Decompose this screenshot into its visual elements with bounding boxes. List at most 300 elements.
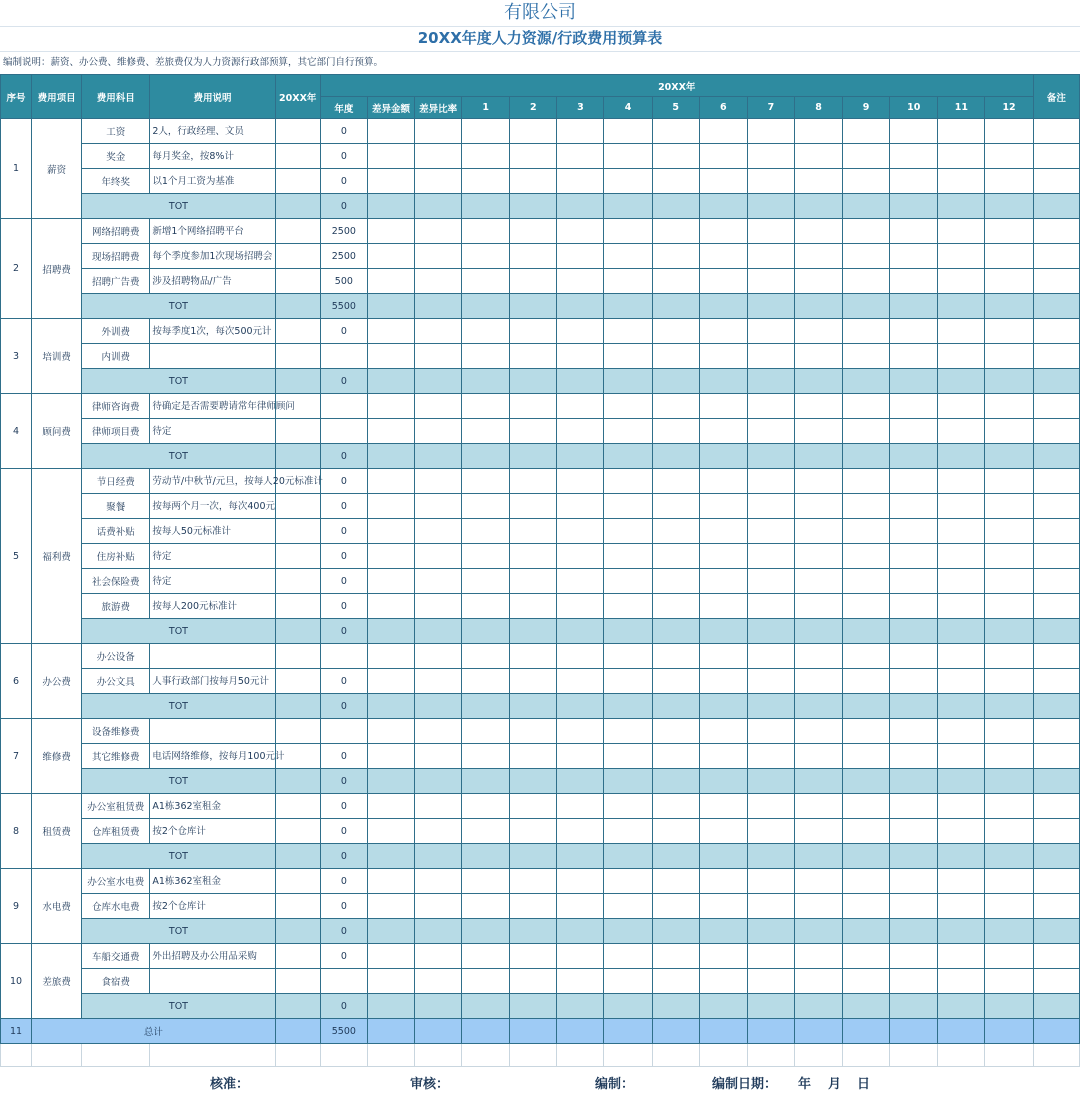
data-cell[interactable] [604, 894, 652, 919]
data-cell[interactable] [699, 644, 747, 669]
data-cell[interactable] [557, 969, 604, 994]
data-cell[interactable] [1033, 969, 1079, 994]
annual-cell[interactable]: 2500 [320, 244, 367, 269]
data-cell[interactable] [938, 369, 985, 394]
data-cell[interactable] [843, 719, 890, 744]
data-cell[interactable] [557, 744, 604, 769]
desc-cell[interactable]: 劳动节/中秋节/元旦，按每人20元标准计 [150, 469, 275, 494]
data-cell[interactable] [604, 594, 652, 619]
data-cell[interactable] [604, 794, 652, 819]
subtotal-value[interactable]: 0 [320, 369, 367, 394]
data-cell[interactable] [415, 644, 462, 669]
data-cell[interactable] [510, 144, 557, 169]
data-cell[interactable] [747, 344, 794, 369]
data-cell[interactable] [890, 669, 938, 694]
desc-cell[interactable]: 待定 [150, 544, 275, 569]
data-cell[interactable] [415, 144, 462, 169]
data-cell[interactable] [938, 144, 985, 169]
data-cell[interactable] [985, 844, 1033, 869]
desc-cell[interactable]: 电话网络维修，按每月100元计 [150, 744, 275, 769]
data-cell[interactable] [890, 1019, 938, 1044]
data-cell[interactable] [938, 494, 985, 519]
data-cell[interactable] [843, 419, 890, 444]
data-cell[interactable] [843, 219, 890, 244]
data-cell[interactable] [510, 494, 557, 519]
data-cell[interactable] [652, 669, 699, 694]
data-cell[interactable] [510, 319, 557, 344]
data-cell[interactable] [604, 444, 652, 469]
data-cell[interactable] [367, 419, 414, 444]
data-cell[interactable] [367, 519, 414, 544]
data-cell[interactable] [843, 319, 890, 344]
desc-cell[interactable]: 按2个仓库计 [150, 894, 275, 919]
grand-total-label[interactable]: 总计 [32, 1019, 276, 1044]
data-cell[interactable] [890, 694, 938, 719]
data-cell[interactable] [462, 469, 510, 494]
data-cell[interactable] [985, 419, 1033, 444]
subject-cell[interactable]: 仓库水电费 [82, 894, 150, 919]
data-cell[interactable] [985, 894, 1033, 919]
seq-cell[interactable]: 3 [1, 319, 32, 394]
subject-cell[interactable]: 律师咨询费 [82, 394, 150, 419]
annual-cell[interactable]: 0 [320, 794, 367, 819]
data-cell[interactable] [938, 944, 985, 969]
annual-cell[interactable]: 0 [320, 569, 367, 594]
category-cell[interactable]: 招聘费 [32, 219, 82, 319]
header-desc[interactable]: 费用说明 [150, 75, 275, 119]
subject-cell[interactable]: 节日经费 [82, 469, 150, 494]
data-cell[interactable] [367, 794, 414, 819]
data-cell[interactable] [747, 294, 794, 319]
data-cell[interactable] [652, 869, 699, 894]
subject-cell[interactable]: 奖金 [82, 144, 150, 169]
data-cell[interactable] [557, 494, 604, 519]
subtotal-label[interactable]: TOT [82, 694, 275, 719]
data-cell[interactable] [1033, 469, 1079, 494]
data-cell[interactable] [794, 869, 842, 894]
subject-cell[interactable]: 话费补贴 [82, 519, 150, 544]
data-cell[interactable] [652, 394, 699, 419]
subject-cell[interactable]: 现场招聘费 [82, 244, 150, 269]
data-cell[interactable] [747, 944, 794, 969]
data-cell[interactable] [794, 744, 842, 769]
data-cell[interactable] [462, 719, 510, 744]
data-cell[interactable] [415, 969, 462, 994]
header-diff-amount[interactable]: 差异金额 [367, 97, 414, 119]
data-cell[interactable] [510, 394, 557, 419]
data-cell[interactable] [747, 594, 794, 619]
data-cell[interactable] [699, 269, 747, 294]
data-cell[interactable] [890, 969, 938, 994]
data-cell[interactable] [557, 444, 604, 469]
data-cell[interactable] [367, 569, 414, 594]
data-cell[interactable] [604, 169, 652, 194]
subject-cell[interactable]: 年终奖 [82, 169, 150, 194]
data-cell[interactable] [747, 469, 794, 494]
data-cell[interactable] [367, 169, 414, 194]
data-cell[interactable] [890, 119, 938, 144]
data-cell[interactable] [699, 544, 747, 569]
data-cell[interactable] [510, 1019, 557, 1044]
annual-cell[interactable]: 0 [320, 594, 367, 619]
data-cell[interactable] [938, 994, 985, 1019]
data-cell[interactable] [985, 819, 1033, 844]
data-cell[interactable] [604, 494, 652, 519]
data-cell[interactable] [890, 344, 938, 369]
desc-cell[interactable]: 每个季度参加1次现场招聘会 [150, 244, 275, 269]
data-cell[interactable] [938, 219, 985, 244]
data-cell[interactable] [462, 844, 510, 869]
data-cell[interactable] [938, 469, 985, 494]
data-cell[interactable] [510, 944, 557, 969]
data-cell[interactable] [415, 169, 462, 194]
data-cell[interactable] [843, 944, 890, 969]
data-cell[interactable] [1033, 569, 1079, 594]
data-cell[interactable] [843, 119, 890, 144]
data-cell[interactable] [462, 644, 510, 669]
data-cell[interactable] [938, 544, 985, 569]
data-cell[interactable] [890, 919, 938, 944]
annual-cell[interactable]: 0 [320, 544, 367, 569]
data-cell[interactable] [1033, 169, 1079, 194]
data-cell[interactable] [604, 544, 652, 569]
data-cell[interactable] [604, 619, 652, 644]
data-cell[interactable] [462, 819, 510, 844]
data-cell[interactable] [367, 244, 414, 269]
data-cell[interactable] [652, 894, 699, 919]
data-cell[interactable] [1033, 419, 1079, 444]
data-cell[interactable] [794, 919, 842, 944]
data-cell[interactable] [367, 469, 414, 494]
data-cell[interactable] [604, 644, 652, 669]
data-cell[interactable] [510, 169, 557, 194]
data-cell[interactable] [938, 644, 985, 669]
subtotal-label[interactable]: TOT [82, 619, 275, 644]
data-cell[interactable] [652, 119, 699, 144]
data-cell[interactable] [367, 944, 414, 969]
header-month-8[interactable]: 8 [794, 97, 842, 119]
data-cell[interactable] [604, 769, 652, 794]
data-cell[interactable] [890, 1044, 938, 1067]
data-cell[interactable] [699, 394, 747, 419]
data-cell[interactable] [604, 569, 652, 594]
data-cell[interactable] [462, 794, 510, 819]
data-cell[interactable] [510, 444, 557, 469]
data-cell[interactable] [938, 919, 985, 944]
subject-cell[interactable]: 仓库租赁费 [82, 819, 150, 844]
data-cell[interactable] [367, 1019, 414, 1044]
header-month-12[interactable]: 12 [985, 97, 1033, 119]
prev-year-cell[interactable] [275, 294, 320, 319]
data-cell[interactable] [843, 294, 890, 319]
data-cell[interactable] [699, 794, 747, 819]
data-cell[interactable] [747, 1019, 794, 1044]
data-cell[interactable] [652, 619, 699, 644]
data-cell[interactable] [985, 444, 1033, 469]
data-cell[interactable] [557, 394, 604, 419]
data-cell[interactable] [415, 944, 462, 969]
subtotal-value[interactable]: 0 [320, 444, 367, 469]
data-cell[interactable] [985, 494, 1033, 519]
data-cell[interactable] [747, 744, 794, 769]
desc-cell[interactable] [150, 969, 275, 994]
data-cell[interactable] [794, 194, 842, 219]
data-cell[interactable] [1033, 394, 1079, 419]
data-cell[interactable] [747, 869, 794, 894]
data-cell[interactable] [652, 294, 699, 319]
data-cell[interactable] [82, 1044, 150, 1067]
data-cell[interactable] [1033, 744, 1079, 769]
data-cell[interactable] [367, 219, 414, 244]
data-cell[interactable] [938, 694, 985, 719]
data-cell[interactable] [699, 219, 747, 244]
data-cell[interactable] [510, 519, 557, 544]
header-month-2[interactable]: 2 [510, 97, 557, 119]
data-cell[interactable] [843, 144, 890, 169]
desc-cell[interactable]: 以1个月工资为基准 [150, 169, 275, 194]
data-cell[interactable] [843, 519, 890, 544]
prev-year-cell[interactable] [275, 894, 320, 919]
data-cell[interactable] [557, 144, 604, 169]
data-cell[interactable] [890, 819, 938, 844]
header-seq[interactable]: 序号 [1, 75, 32, 119]
data-cell[interactable] [794, 669, 842, 694]
data-cell[interactable] [510, 269, 557, 294]
data-cell[interactable] [938, 794, 985, 819]
data-cell[interactable] [367, 269, 414, 294]
data-cell[interactable] [367, 1044, 414, 1067]
data-cell[interactable] [510, 844, 557, 869]
annual-cell[interactable] [320, 969, 367, 994]
seq-cell[interactable]: 5 [1, 469, 32, 644]
data-cell[interactable] [415, 669, 462, 694]
subtotal-label[interactable]: TOT [82, 194, 275, 219]
data-cell[interactable] [794, 969, 842, 994]
data-cell[interactable] [938, 519, 985, 544]
data-cell[interactable] [415, 394, 462, 419]
data-cell[interactable] [890, 219, 938, 244]
data-cell[interactable] [415, 244, 462, 269]
data-cell[interactable] [747, 719, 794, 744]
subtotal-value[interactable]: 0 [320, 994, 367, 1019]
data-cell[interactable] [747, 444, 794, 469]
data-cell[interactable] [938, 819, 985, 844]
data-cell[interactable] [462, 944, 510, 969]
data-cell[interactable] [890, 644, 938, 669]
data-cell[interactable] [1033, 844, 1079, 869]
desc-cell[interactable]: 人事行政部门按每月50元计 [150, 669, 275, 694]
data-cell[interactable] [462, 319, 510, 344]
data-cell[interactable] [652, 994, 699, 1019]
category-cell[interactable]: 水电费 [32, 869, 82, 944]
data-cell[interactable] [890, 569, 938, 594]
subject-cell[interactable]: 旅游费 [82, 594, 150, 619]
data-cell[interactable] [843, 919, 890, 944]
data-cell[interactable] [652, 1044, 699, 1067]
data-cell[interactable] [652, 319, 699, 344]
subtotal-value[interactable]: 0 [320, 844, 367, 869]
data-cell[interactable] [985, 319, 1033, 344]
data-cell[interactable] [938, 169, 985, 194]
data-cell[interactable] [794, 344, 842, 369]
data-cell[interactable] [415, 1019, 462, 1044]
data-cell[interactable] [415, 194, 462, 219]
data-cell[interactable] [652, 269, 699, 294]
data-cell[interactable] [699, 469, 747, 494]
prev-year-cell[interactable] [275, 844, 320, 869]
seq-cell[interactable]: 7 [1, 719, 32, 794]
data-cell[interactable] [843, 169, 890, 194]
data-cell[interactable] [699, 844, 747, 869]
data-cell[interactable] [604, 519, 652, 544]
data-cell[interactable] [938, 344, 985, 369]
data-cell[interactable] [890, 369, 938, 394]
subtotal-value[interactable]: 0 [320, 619, 367, 644]
data-cell[interactable] [652, 794, 699, 819]
seq-cell[interactable]: 2 [1, 219, 32, 319]
data-cell[interactable] [1033, 694, 1079, 719]
prev-year-cell[interactable] [275, 619, 320, 644]
data-cell[interactable] [557, 594, 604, 619]
data-cell[interactable] [938, 319, 985, 344]
data-cell[interactable] [794, 494, 842, 519]
data-cell[interactable] [1033, 719, 1079, 744]
header-subject[interactable]: 费用科目 [82, 75, 150, 119]
data-cell[interactable] [938, 969, 985, 994]
prev-year-cell[interactable] [275, 994, 320, 1019]
data-cell[interactable] [938, 594, 985, 619]
data-cell[interactable] [462, 494, 510, 519]
data-cell[interactable] [557, 894, 604, 919]
data-cell[interactable] [1033, 669, 1079, 694]
data-cell[interactable] [747, 969, 794, 994]
data-cell[interactable] [652, 419, 699, 444]
data-cell[interactable] [794, 894, 842, 919]
data-cell[interactable] [652, 969, 699, 994]
data-cell[interactable] [843, 269, 890, 294]
data-cell[interactable] [367, 919, 414, 944]
subject-cell[interactable]: 食宿费 [82, 969, 150, 994]
data-cell[interactable] [699, 1019, 747, 1044]
data-cell[interactable] [794, 994, 842, 1019]
data-cell[interactable] [843, 569, 890, 594]
data-cell[interactable] [462, 669, 510, 694]
data-cell[interactable] [510, 869, 557, 894]
data-cell[interactable] [275, 1044, 320, 1067]
data-cell[interactable] [510, 794, 557, 819]
data-cell[interactable] [794, 169, 842, 194]
data-cell[interactable] [150, 1044, 275, 1067]
data-cell[interactable] [557, 369, 604, 394]
desc-cell[interactable]: 按每季度1次，每次500元计 [150, 319, 275, 344]
data-cell[interactable] [890, 519, 938, 544]
data-cell[interactable] [367, 969, 414, 994]
data-cell[interactable] [1033, 144, 1079, 169]
subtotal-label[interactable]: TOT [82, 844, 275, 869]
data-cell[interactable] [604, 944, 652, 969]
header-prev-year[interactable]: 20XX年 [275, 75, 320, 119]
data-cell[interactable] [938, 394, 985, 419]
data-cell[interactable] [557, 244, 604, 269]
data-cell[interactable] [367, 319, 414, 344]
annual-cell[interactable]: 0 [320, 944, 367, 969]
prev-year-cell[interactable] [275, 719, 320, 744]
subject-cell[interactable]: 设备维修费 [82, 719, 150, 744]
annual-cell[interactable] [320, 394, 367, 419]
data-cell[interactable] [557, 519, 604, 544]
data-cell[interactable] [1033, 794, 1079, 819]
data-cell[interactable] [604, 219, 652, 244]
data-cell[interactable] [890, 294, 938, 319]
data-cell[interactable] [890, 719, 938, 744]
data-cell[interactable] [699, 894, 747, 919]
data-cell[interactable] [510, 219, 557, 244]
subtotal-value[interactable]: 0 [320, 919, 367, 944]
data-cell[interactable] [843, 619, 890, 644]
desc-cell[interactable]: 2人，行政经理、文员 [150, 119, 275, 144]
data-cell[interactable] [510, 469, 557, 494]
data-cell[interactable] [557, 569, 604, 594]
data-cell[interactable] [890, 469, 938, 494]
data-cell[interactable] [843, 1044, 890, 1067]
prev-year-cell[interactable] [275, 919, 320, 944]
data-cell[interactable] [462, 369, 510, 394]
data-cell[interactable] [747, 644, 794, 669]
data-cell[interactable] [1, 1044, 32, 1067]
data-cell[interactable] [557, 169, 604, 194]
annual-cell[interactable]: 0 [320, 869, 367, 894]
data-cell[interactable] [938, 719, 985, 744]
data-cell[interactable] [747, 544, 794, 569]
header-category[interactable]: 费用项目 [32, 75, 82, 119]
data-cell[interactable] [652, 544, 699, 569]
data-cell[interactable] [652, 1019, 699, 1044]
data-cell[interactable] [1033, 294, 1079, 319]
data-cell[interactable] [510, 969, 557, 994]
data-cell[interactable] [367, 344, 414, 369]
data-cell[interactable] [985, 144, 1033, 169]
data-cell[interactable] [1033, 869, 1079, 894]
data-cell[interactable] [557, 819, 604, 844]
data-cell[interactable] [890, 319, 938, 344]
subject-cell[interactable]: 其它维修费 [82, 744, 150, 769]
subtotal-label[interactable]: TOT [82, 369, 275, 394]
data-cell[interactable] [557, 1044, 604, 1067]
data-cell[interactable] [604, 294, 652, 319]
data-cell[interactable] [462, 919, 510, 944]
data-cell[interactable] [415, 119, 462, 144]
data-cell[interactable] [985, 1044, 1033, 1067]
data-cell[interactable] [843, 969, 890, 994]
data-cell[interactable] [699, 144, 747, 169]
data-cell[interactable] [415, 994, 462, 1019]
data-cell[interactable] [1033, 194, 1079, 219]
desc-cell[interactable]: 按每两个月一次，每次400元 [150, 494, 275, 519]
data-cell[interactable] [1033, 944, 1079, 969]
data-cell[interactable] [794, 769, 842, 794]
data-cell[interactable] [557, 694, 604, 719]
subject-cell[interactable]: 车船交通费 [82, 944, 150, 969]
seq-cell[interactable]: 4 [1, 394, 32, 469]
data-cell[interactable] [699, 819, 747, 844]
data-cell[interactable] [652, 769, 699, 794]
data-cell[interactable] [699, 244, 747, 269]
data-cell[interactable] [985, 994, 1033, 1019]
data-cell[interactable] [367, 769, 414, 794]
data-cell[interactable] [747, 144, 794, 169]
data-cell[interactable] [747, 394, 794, 419]
category-cell[interactable]: 维修费 [32, 719, 82, 794]
